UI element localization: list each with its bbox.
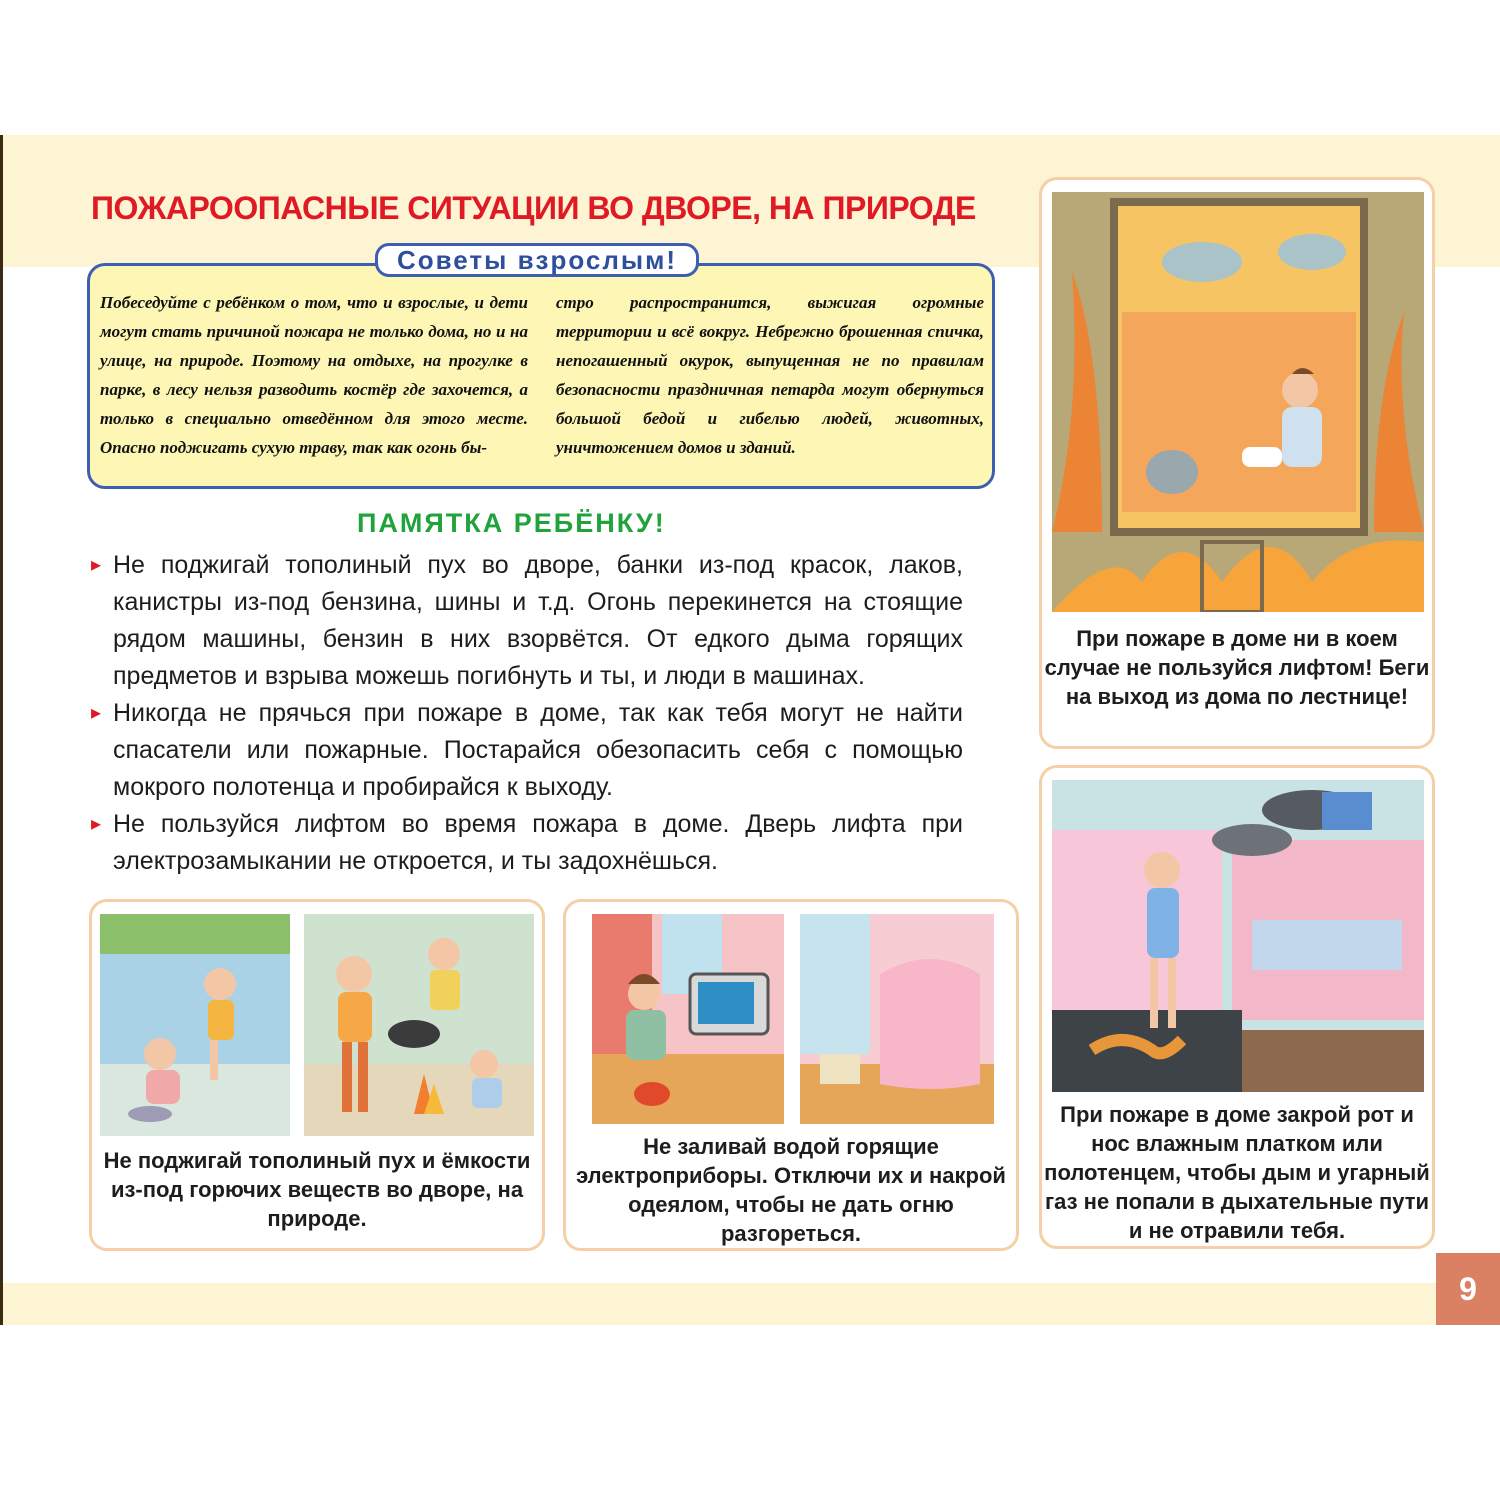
- card-smoke: [1039, 765, 1435, 1249]
- advice-box: [87, 263, 995, 489]
- fire-illustration: [304, 914, 534, 1136]
- caption-smoke: При пожаре в доме закрой рот и нос влажным платком или полотенцем, чтобы дым и угарный газ не попали в дыхательные пути и не отравили тебя.: [1044, 1102, 1430, 1243]
- advice-text-left: Побеседуйте с ребёнком о том, что и взрослые, и дети могут стать причиной пожара не только дома, но и на улице, на природе. Поэтому на отдыхе, на прогулке в парке, в лесу нельзя разводить костёр где захочется, а только в специально отведённом для этого месте. Опасно поджигать сухую траву, так как огонь бы-: [100, 293, 528, 457]
- caption-electric: Не заливай водой горящие электроприборы. Отключи их и накрой одеялом, чтобы не дать огню разгореться.: [576, 1134, 1006, 1246]
- memo-list: [91, 547, 963, 880]
- card-poplar: [89, 899, 545, 1251]
- card-elevator: [1039, 177, 1435, 749]
- memo-item: ▸ Никогда не прячься при пожаре в доме, так как тебя могут не найти спасатели или пожарные. Постарайся обезопасить себя с помощью мокрого полотенца и пробирайся к выходу.: [91, 695, 963, 806]
- park-illustration: [100, 914, 290, 1136]
- caption-poplar: Не поджигай тополиный пух и ёмкости из-под горючих веществ во дворе, на природе.: [103, 1148, 531, 1231]
- bullet-icon: ▸: [91, 813, 102, 835]
- elevator-illustration: [1052, 192, 1424, 612]
- bottom-band: [3, 1283, 1443, 1325]
- tv-illustration: [592, 914, 784, 1124]
- page-title: ПОЖАРООПАСНЫЕ СИТУАЦИИ ВО ДВОРЕ, НА ПРИРОДЕ: [91, 190, 976, 226]
- advice-label: Советы взрослым!: [375, 243, 699, 277]
- memo-title: ПАМЯТКА РЕБЁНКУ!: [357, 508, 666, 538]
- memo-item: ▸ Не пользуйся лифтом во время пожара в доме. Дверь лифта при электрозамыкании не откроется, и ты задохнёшься.: [91, 806, 963, 880]
- page-number: 9: [1436, 1253, 1500, 1325]
- card-electric: [563, 899, 1019, 1251]
- book-page: [0, 135, 1500, 1325]
- memo-item: ▸ Не поджигай тополиный пух во дворе, банки из-под красок, лаков, канистры из-под бензина, шины и т.д. Огонь перекинется на стоящие рядом машины, бензин в них взорвётся. От едкого дыма горящих предметов и взрыва можешь погибнуть и ты, и люди в машинах.: [91, 547, 963, 695]
- bullet-icon: ▸: [91, 702, 102, 724]
- blanket-illustration: [800, 914, 994, 1124]
- caption-elevator: При пожаре в доме ни в коем случае не пользуйся лифтом! Беги на выход из дома по лестнице!: [1044, 626, 1430, 709]
- smoke-illustration: [1052, 780, 1424, 1092]
- advice-text-right: стро распространится, выжигая огромные территории и всё вокруг. Небрежно брошенная спичка, непогашенный окурок, выпущенная не по правилам безопасности праздничная петарда могут обернуться большой бедой и гибелью людей, животных, уничтожением домов и зданий.: [556, 293, 984, 457]
- bullet-icon: ▸: [91, 554, 102, 576]
